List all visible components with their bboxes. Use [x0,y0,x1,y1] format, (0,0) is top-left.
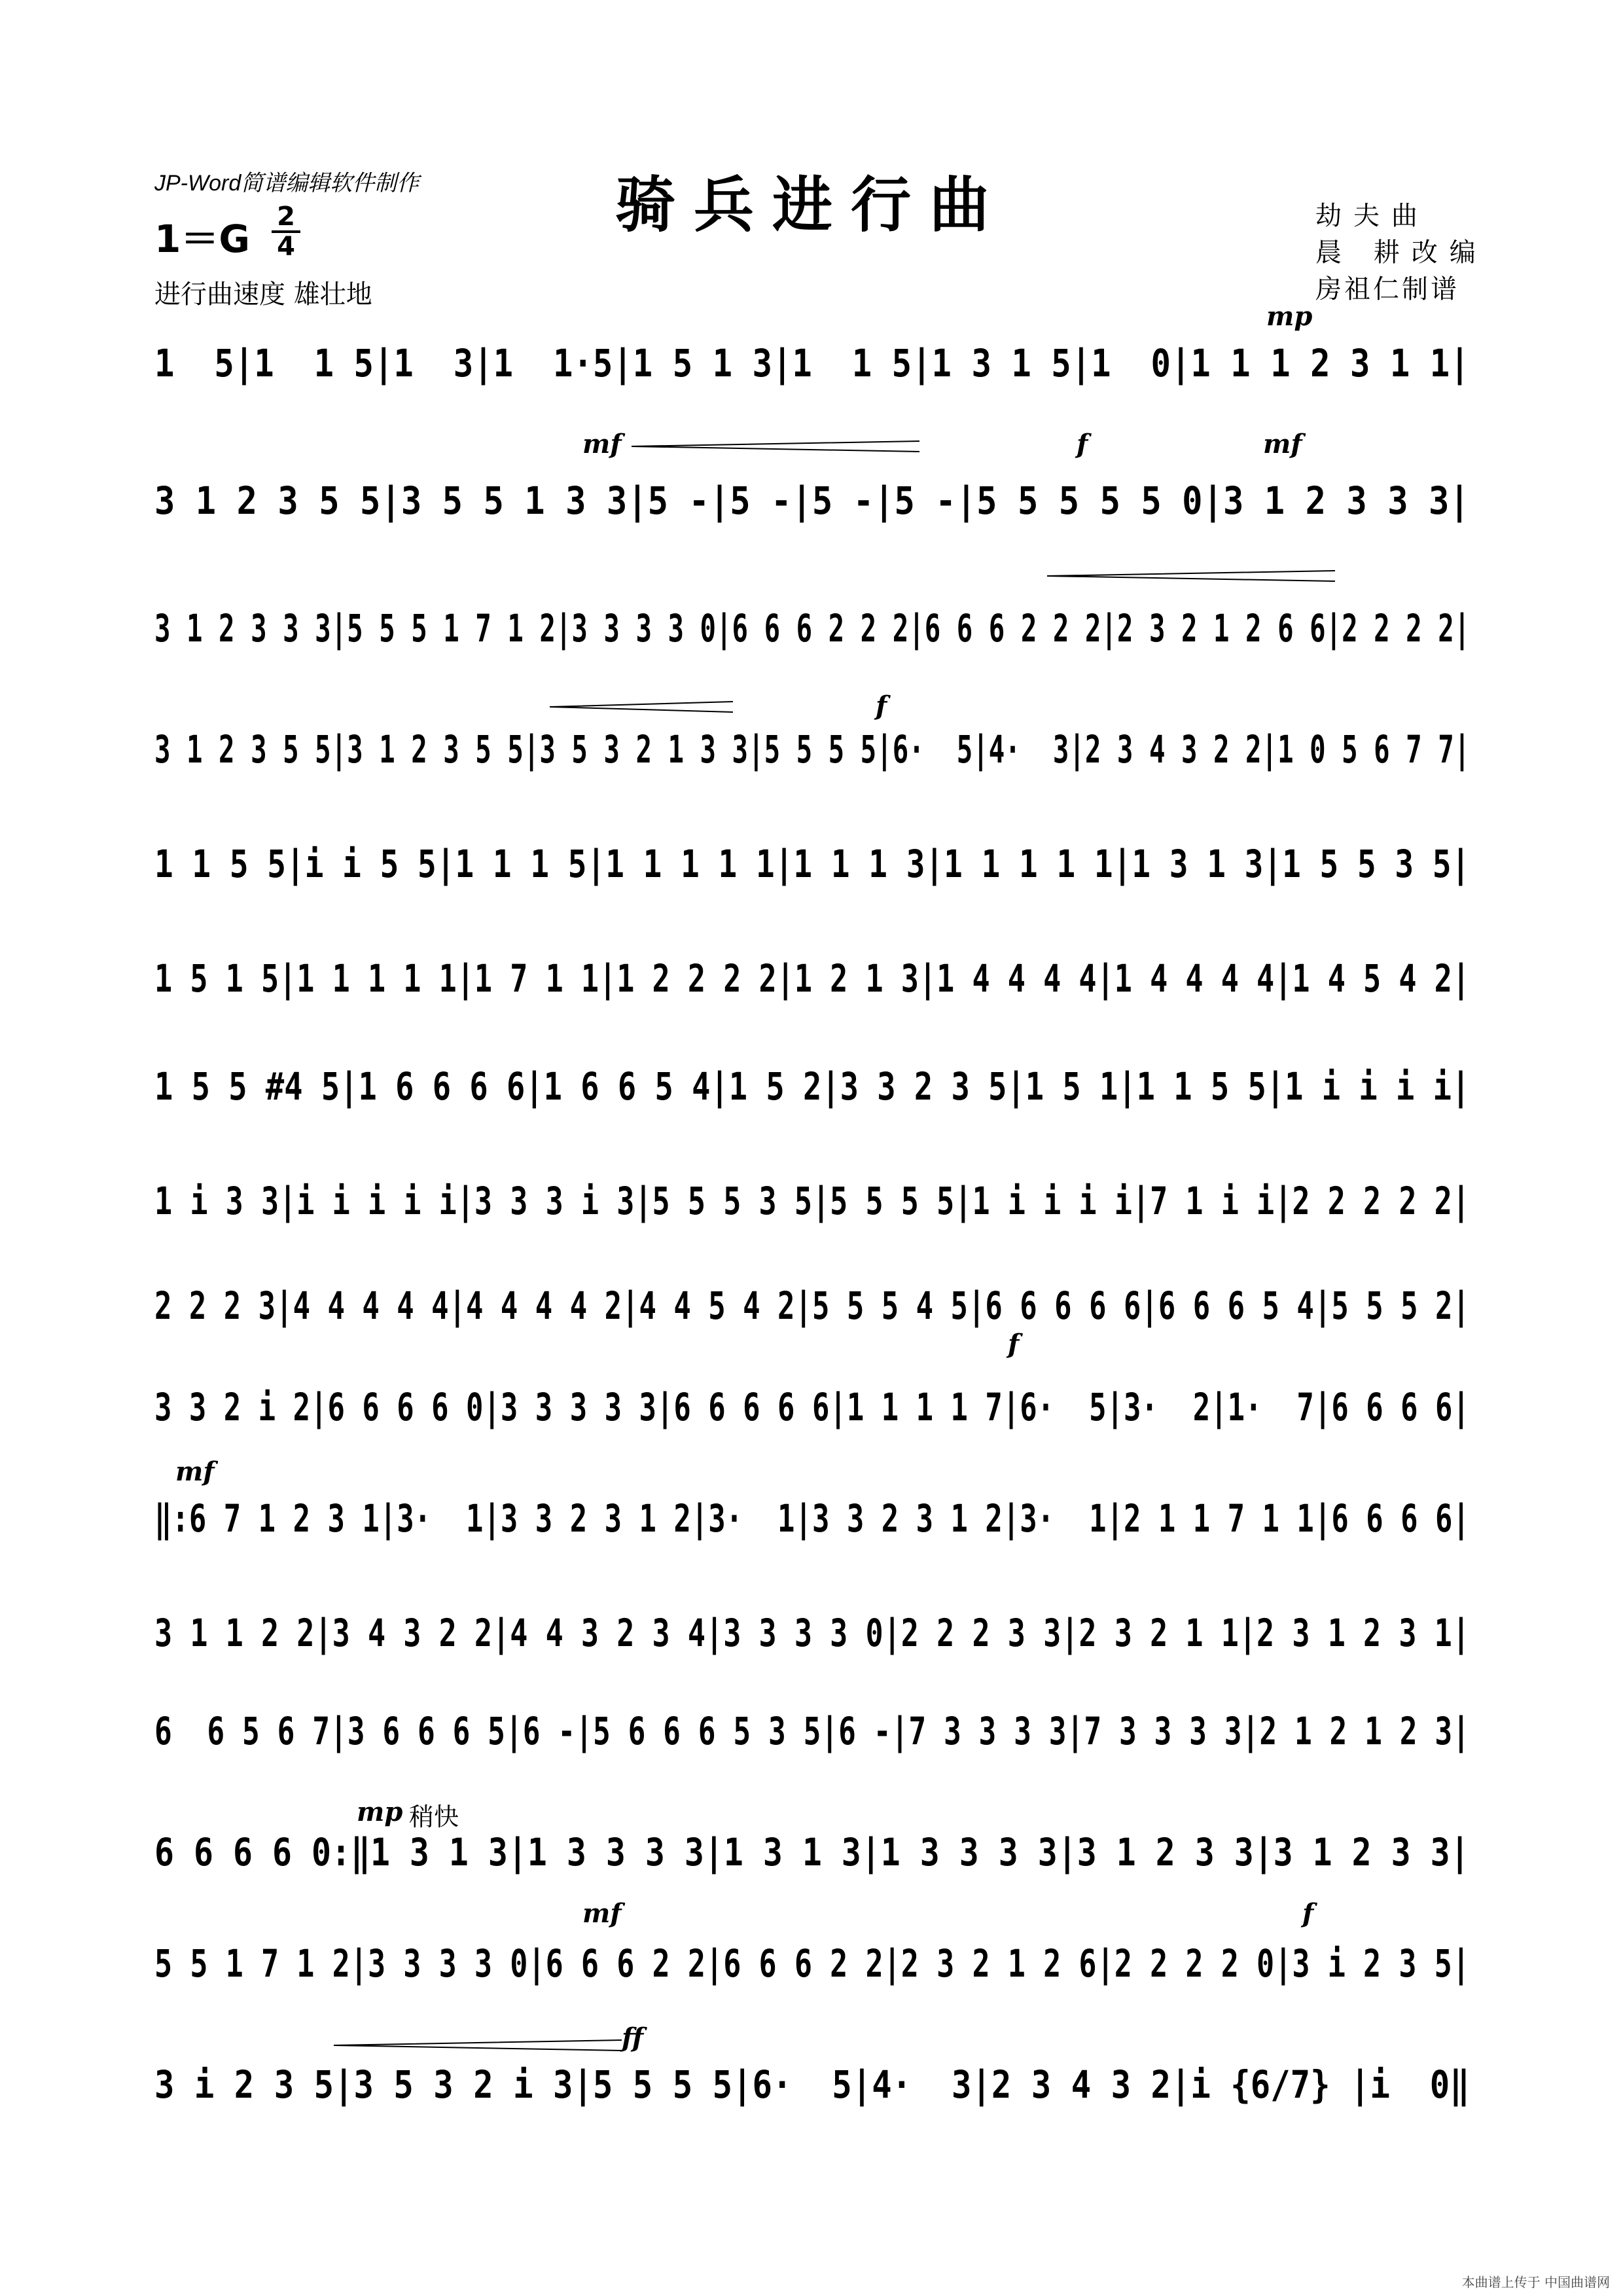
crescendo-hairpin [632,440,919,453]
staff-row-notes: 1 5|1 1 5|1 3|1 1·5|1 5 1 3|1 1 5|1 3 1 5|1 0|1 1 1 2 3 1 1| [154,341,1470,386]
staff-row [154,1705,1470,1757]
software-credit: JP-Word简谱编辑软件制作 [154,171,419,196]
staff-row-notes: 1 i 3 3|i i i i i|3 3 3 i 3|5 5 5 3 5|5 5 5 5|1 i i i i|7 1 i i|2 2 2 2 2| [154,1179,1470,1223]
crescendo-hairpin [550,700,733,713]
staff-row [154,1280,1470,1332]
staff-row-notes: 3 1 2 3 5 5|3 1 2 3 5 5|3 5 3 2 1 3 3|5 5 5 5|6· 5|4· 3|2 3 4 3 2 2|1 0 5 6 7 7| [154,727,1470,772]
staff-row [154,1381,1470,1433]
staff-row [154,1937,1470,1990]
dynamic-mark: f [1008,1329,1020,1359]
staff-row-notes: 3 i 2 3 5|3 5 3 2 i 3|5 5 5 5|6· 5|4· 3|2 3 4 3 2|i {6/7} |i 0‖ [154,2062,1470,2107]
crescendo-hairpin-icon [632,440,919,453]
footer-credit: 本曲谱上传于 中国曲谱网 [1461,2274,1610,2290]
dynamic-mark: mf [175,1456,215,1487]
staff-row [154,2058,1470,2111]
dynamic-mark: mf [582,1898,622,1929]
dynamic-mark: f [1077,429,1088,459]
dynamic-mark: f [876,691,887,721]
staff-row [154,952,1470,1005]
staff-row-notes: 3 1 1 2 2|3 4 3 2 2|4 4 3 2 3 4|3 3 3 3 0|2 2 2 3 3|2 3 2 1 1|2 3 1 2 3 1| [154,1611,1470,1655]
staff-row [154,838,1470,890]
dynamic-mark: mp [1266,301,1313,332]
staff-row-notes: 3 1 2 3 3 3|5 5 5 1 7 1 2|3 3 3 3 0|6 6 6 2 2 2|6 6 6 2 2 2|2 3 2 1 2 6 6|2 2 2 2| [154,606,1470,651]
dynamic-mark: mp [357,1797,403,1827]
crescendo-hairpin-icon [550,700,733,713]
key-signature: 1＝G [154,217,250,261]
staff-row-notes: 1 5 5 #4 5|1 6 6 6 6|1 6 6 5 4|1 5 2|3 3 2 3 5|1 5 1|1 1 5 5|1 i i i i| [154,1064,1470,1109]
staff-row-notes: 3 1 2 3 5 5|3 5 5 1 3 3|5 -|5 -|5 -|5 -|5 5 5 5 5 0|3 1 2 3 3 3| [154,478,1470,523]
crescendo-hairpin-icon [1047,569,1335,583]
dynamic-mark: ff [622,2022,644,2053]
composer-credit: 劫夫曲 [1315,201,1429,231]
dynamic-mark: mf [1263,429,1302,459]
staff-row [154,1607,1470,1659]
song-title: 骑兵进行曲 [615,170,1008,240]
time-signature [272,202,300,262]
staff-row [154,1060,1470,1113]
crescendo-hairpin [1047,569,1335,583]
time-signature-bottom: 4 [277,232,295,262]
time-signature-top: 2 [277,202,295,232]
transcriber-credit: 房祖仁制谱 [1315,274,1459,304]
staff-row-notes: 1 5 1 5|1 1 1 1 1|1 7 1 1|1 2 2 2 2|1 2 1 3|1 4 4 4 4|1 4 4 4 4|1 4 5 4 2| [154,956,1470,1001]
arranger-credit: 晨 耕改编 [1315,238,1488,268]
staff-row-notes: 5 5 1 7 1 2|3 3 3 3 0|6 6 6 2 2|6 6 6 2 2|2 3 2 1 2 6|2 2 2 2 0|3 i 2 3 5| [154,1941,1470,1986]
dynamic-mark: mf [582,429,622,459]
dynamic-mark: f [1302,1898,1314,1929]
staff-row [154,723,1470,776]
staff-row-notes: ‖:6 7 1 2 3 1|3· 1|3 3 2 3 1 2|3· 1|3 3 2 3 1 2|3· 1|2 1 1 7 1 1|6 6 6 6| [154,1496,1470,1541]
staff-row [154,1175,1470,1227]
staff-row-notes: 2 2 2 3|4 4 4 4 4|4 4 4 4 2|4 4 5 4 2|5 5 5 4 5|6 6 6 6 6|6 6 6 5 4|5 5 5 2| [154,1283,1470,1328]
staff-row-notes: 3 3 2 i 2|6 6 6 6 0|3 3 3 3 3|6 6 6 6 6|1 1 1 1 7|6· 5|3· 2|1· 7|6 6 6 6| [154,1385,1470,1429]
staff-row [154,475,1470,527]
staff-row [154,337,1470,389]
staff-row-notes: 6 6 5 6 7|3 6 6 6 5|6 -|5 6 6 6 5 3 5|6 -|7 3 3 3 3|7 3 3 3 3|2 1 2 1 2 3| [154,1709,1470,1753]
staff-row [154,1492,1470,1545]
staff-row-notes: 1 1 5 5|i i 5 5|1 1 1 5|1 1 1 1 1|1 1 1 3|1 1 1 1 1|1 3 1 3|1 5 5 3 5| [154,842,1470,886]
tempo-change-label: 稍快 [409,1803,459,1831]
tempo-marking: 进行曲速度 雄壮地 [154,279,372,310]
staff-row [154,602,1470,655]
crescendo-hairpin-icon [334,2039,622,2052]
staff-row-notes: 6 6 6 6 0:‖1 3 1 3|1 3 3 3 3|1 3 1 3|1 3 3 3 3|3 1 2 3 3|3 1 2 3 3| [154,1830,1470,1874]
crescendo-hairpin [334,2039,622,2052]
staff-row [154,1826,1470,1878]
